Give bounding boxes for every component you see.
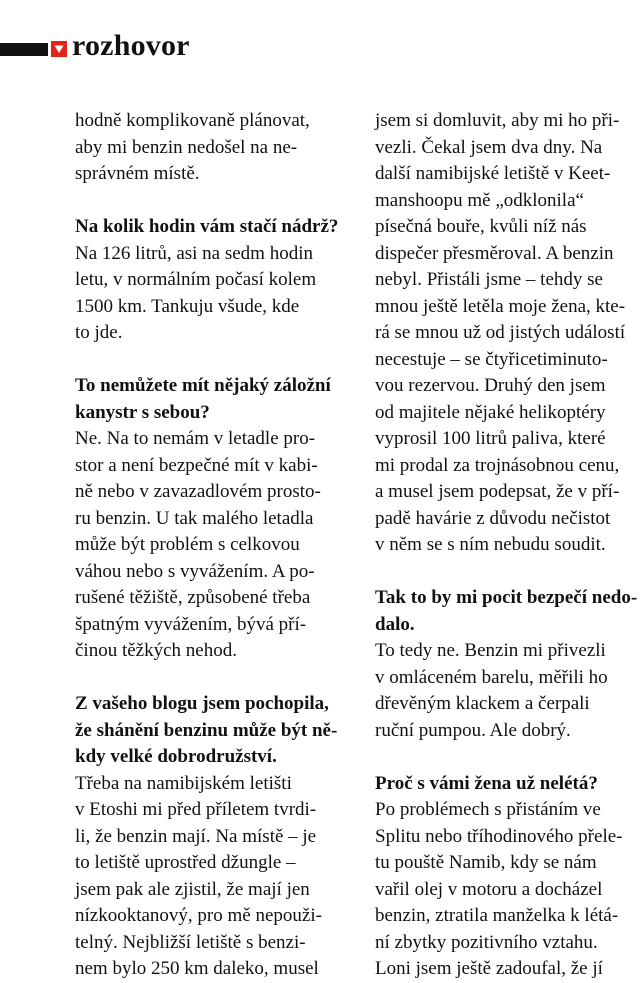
paragraph-gap: [375, 744, 643, 771]
text-line: další namibijské letiště v Keet-: [375, 163, 611, 184]
interview-question: [75, 214, 350, 241]
text-line: ruční pumpou. Ale dobrý.: [375, 719, 571, 741]
text-line: padě havárie z důvodu nečistot: [375, 507, 611, 529]
text-line: hodně komplikovaně plánovat,: [75, 110, 310, 131]
text-line: Na 126 litrů, asi na sedm hodin: [75, 242, 313, 264]
text-line: mnou ještě letěla moje žena, kte-: [375, 295, 626, 317]
answer-paragraph: [375, 797, 643, 983]
text-line: rá se mnou už od jistých událostí: [375, 322, 626, 343]
text-line: nízkooktanový, pro mě nepouži-: [75, 905, 322, 926]
text-line: vařil olej v motoru a docházel: [375, 878, 603, 900]
text-line: jsem pak ale zjistil, že mají jen: [75, 878, 310, 900]
text-line: To tedy ne. Benzin mi přivezli: [375, 640, 606, 661]
text-line: telný. Nejbližší letiště s benzi-: [75, 931, 306, 953]
text-line: kdy velké dobrodružství.: [75, 746, 277, 767]
text-line: To nemůžete mít nějaký záložní: [75, 375, 331, 396]
text-line: že shánění benzinu může být ně-: [75, 719, 338, 741]
text-line: ru benzin. U tak malého letadla: [75, 507, 314, 529]
text-line: špatným vyvážením, bývá pří-: [75, 613, 307, 635]
text-line: 1500 km. Tankuju všude, kde: [75, 295, 300, 317]
text-line: Z vašeho blogu jsem pochopila,: [75, 693, 329, 714]
answer-paragraph: [375, 108, 643, 559]
answer-paragraph: [75, 108, 350, 188]
text-line: Ne. Na to nemám v letadle pro-: [75, 428, 316, 449]
answer-paragraph: [75, 426, 350, 665]
paragraph-gap: [75, 347, 350, 374]
article-column-left: [75, 108, 350, 983]
answer-paragraph: [75, 771, 350, 983]
interview-question: [75, 691, 350, 771]
text-line: to jde.: [75, 322, 123, 343]
text-line: mi prodal za trojnásobnou cenu,: [375, 454, 620, 476]
text-line: Loni jsem ještě zadoufal, že jí: [375, 958, 603, 979]
text-line: v něm se s ním nebudu soudit.: [375, 534, 606, 555]
text-line: to letiště uprostřed džungle –: [75, 852, 296, 873]
text-line: činou těžkých nehod.: [75, 640, 237, 661]
text-line: necestuje – se čtyřicetiminuto-: [375, 348, 608, 370]
section-header: [0, 30, 643, 66]
text-line: stor a není bezpečné mít v kabi-: [75, 454, 318, 476]
interview-question: [375, 585, 643, 638]
paragraph-gap: [75, 665, 350, 692]
text-line: rušené těžiště, způsobené třeba: [75, 587, 311, 608]
text-line: od majitele nějaké helikoptéry: [375, 401, 606, 423]
text-line: letu, v normálním počasí kolem: [75, 269, 317, 290]
header-bar: [0, 43, 48, 56]
triangle-down-icon: [51, 41, 67, 57]
text-line: nebyl. Přistáli jsme – tehdy se: [375, 269, 603, 290]
text-line: písečná bouře, kvůli níž nás: [375, 216, 587, 237]
text-line: Splitu nebo tříhodinového přele-: [375, 825, 623, 847]
text-line: li, že benzin mají. Na místě – je: [75, 825, 317, 847]
paragraph-gap: [75, 188, 350, 215]
text-line: Proč s vámi žena už nelétá?: [375, 772, 598, 794]
text-line: váhou nebo s vyvážením. A po-: [75, 560, 315, 582]
text-line: v omláceném barelu, měřili ho: [375, 666, 608, 688]
answer-paragraph: [375, 638, 643, 744]
interview-question: [75, 373, 350, 426]
text-line: benzin, ztratila manželka k létá-: [375, 905, 619, 926]
text-line: Po problémech s přistáním ve: [375, 799, 601, 820]
text-line: a musel jsem podepsat, že v pří-: [375, 481, 620, 502]
article-column-right: [375, 108, 643, 983]
text-line: Třeba na namibijském letišti: [75, 772, 292, 794]
text-line: dispečer přesměroval. A benzin: [375, 242, 614, 264]
interview-question: [375, 771, 643, 798]
text-line: manshoopu mě „odklonila“: [375, 189, 584, 211]
text-line: může být problém s celkovou: [75, 534, 300, 555]
text-line: vou rezervou. Druhý den jsem: [375, 375, 606, 396]
text-line: dalo.: [375, 613, 415, 635]
text-line: vezli. Čekal jsem dva dny. Na: [375, 136, 603, 158]
text-line: ní zbytky pozitivního vztahu.: [375, 931, 598, 953]
answer-paragraph: [75, 241, 350, 347]
text-line: tu pouště Namib, kdy se nám: [375, 852, 597, 873]
text-line: ně nebo v zavazadlovém prosto-: [75, 481, 321, 502]
text-line: správném místě.: [75, 163, 200, 184]
text-line: Tak to by mi pocit bezpečí nedo-: [375, 587, 638, 608]
text-line: v Etoshi mi před příletem tvrdi-: [75, 799, 317, 820]
text-line: Na kolik hodin vám stačí nádrž?: [75, 216, 339, 237]
text-line: jsem si domluvit, aby mi ho při-: [375, 110, 620, 131]
text-line: vyprosil 100 litrů paliva, které: [375, 428, 606, 449]
text-line: dřevěným klackem a čerpali: [375, 693, 590, 714]
section-title: rozhovor: [72, 29, 190, 62]
text-line: kanystr s sebou?: [75, 401, 210, 423]
paragraph-gap: [375, 559, 643, 586]
text-line: aby mi benzin nedošel na ne-: [75, 136, 298, 158]
text-line: nem bylo 250 km daleko, musel: [75, 958, 319, 979]
